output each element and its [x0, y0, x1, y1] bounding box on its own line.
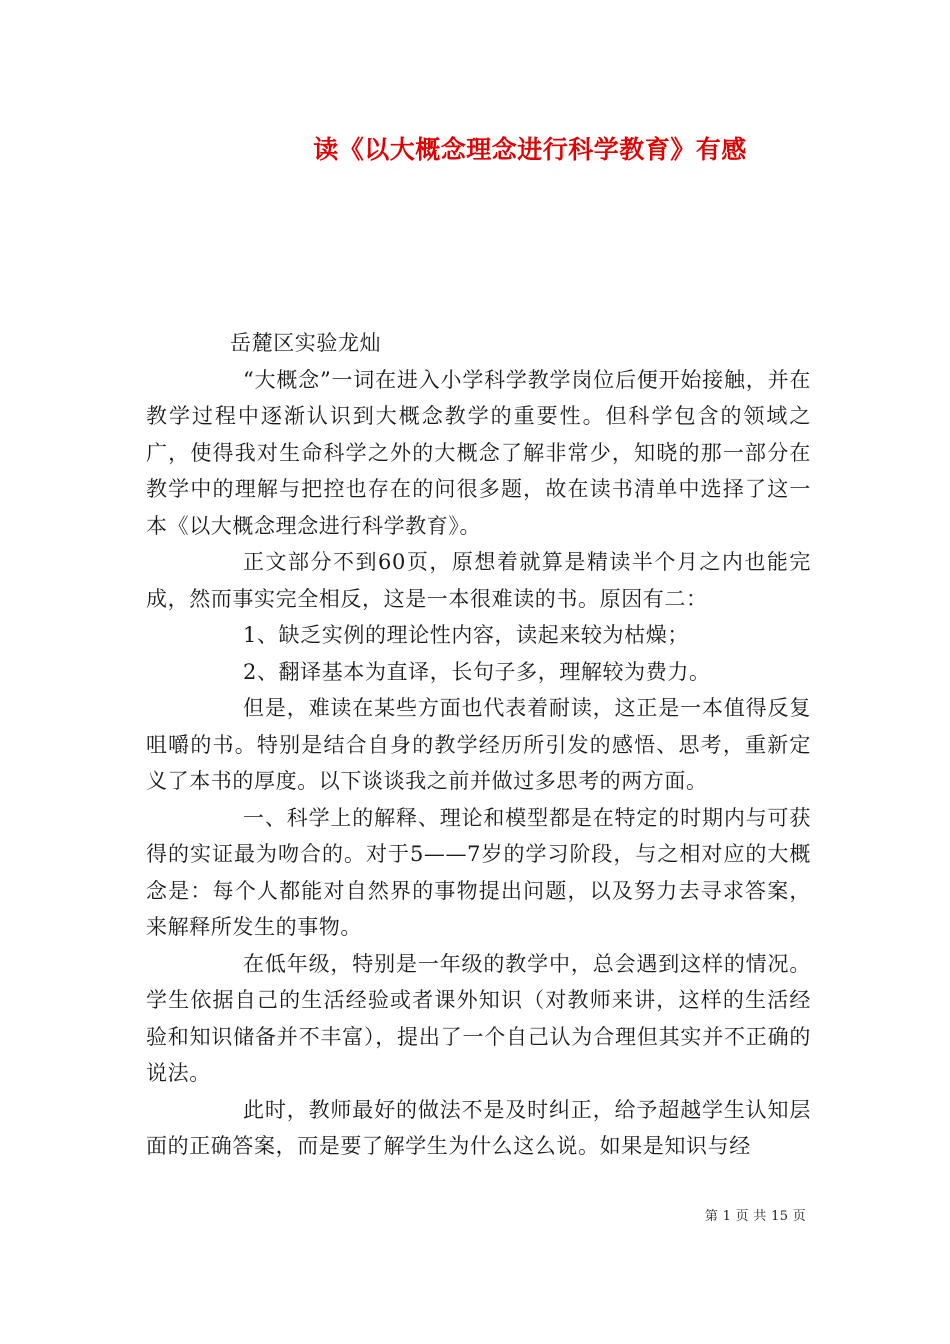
author-line: 岳麓区实验龙灿 — [230, 331, 382, 355]
paragraph: 但是，难读在某些方面也代表着耐读，这正是一本值得反复咀嚼的书。特别是结合自身的教学经历所引发的感悟、思考，重新定义了本书的厚度。以下谈谈我之前并做过多思考的两方面。 — [146, 696, 811, 793]
document-body — [146, 325, 811, 1165]
page-number-footer: 第 1 页 共 15 页 — [704, 1209, 806, 1224]
list-item: 1、缺乏实例的理论性内容，读起来较为枯燥； — [243, 623, 689, 647]
list-item: 2、翻译基本为直译，长句子多，理解较为费力。 — [243, 659, 711, 684]
document-title: 读《以大概念理念进行科学教育》有感 — [313, 135, 747, 164]
paragraph: 正文部分不到60页，原想着就算是精读半个月之内也能完成，然而事实完全相反，这是一本很难读的书。原因有二： — [146, 550, 811, 611]
paragraph: 此时，教师最好的做法不是及时纠正，给予超越学生认知层面的正确答案，而是要了解学生为什么这么说。如果是知识与经 — [146, 1097, 811, 1158]
paragraph: 一、科学上的解释、理论和模型都是在特定的时期内与可获得的实证最为吻合的。对于5——7岁的学习阶段，与之相对应的大概念是：每个人都能对自然界的事物提出问题，以及努力去寻求答案，来解释所发生的事物。 — [146, 805, 811, 939]
paragraph: 在低年级，特别是一年级的教学中，总会遇到这样的情况。学生依据自己的生活经验或者课外知识（对教师来讲，这样的生活经验和知识储备并不丰富），提出了一个自己认为合理但其实并不正确的说法。 — [146, 951, 811, 1085]
paragraph: “大概念”一词在进入小学科学教学岗位后便开始接触，并在教学过程中逐渐认识到大概念教学的重要性。但科学包含的领域之广，使得我对生命科学之外的大概念了解非常少，知晓的那一部分在教学中的理解与把控也存在的问很多题，故在读书清单中选择了这一本《以大概念理念进行科学教育》。 — [146, 367, 811, 538]
